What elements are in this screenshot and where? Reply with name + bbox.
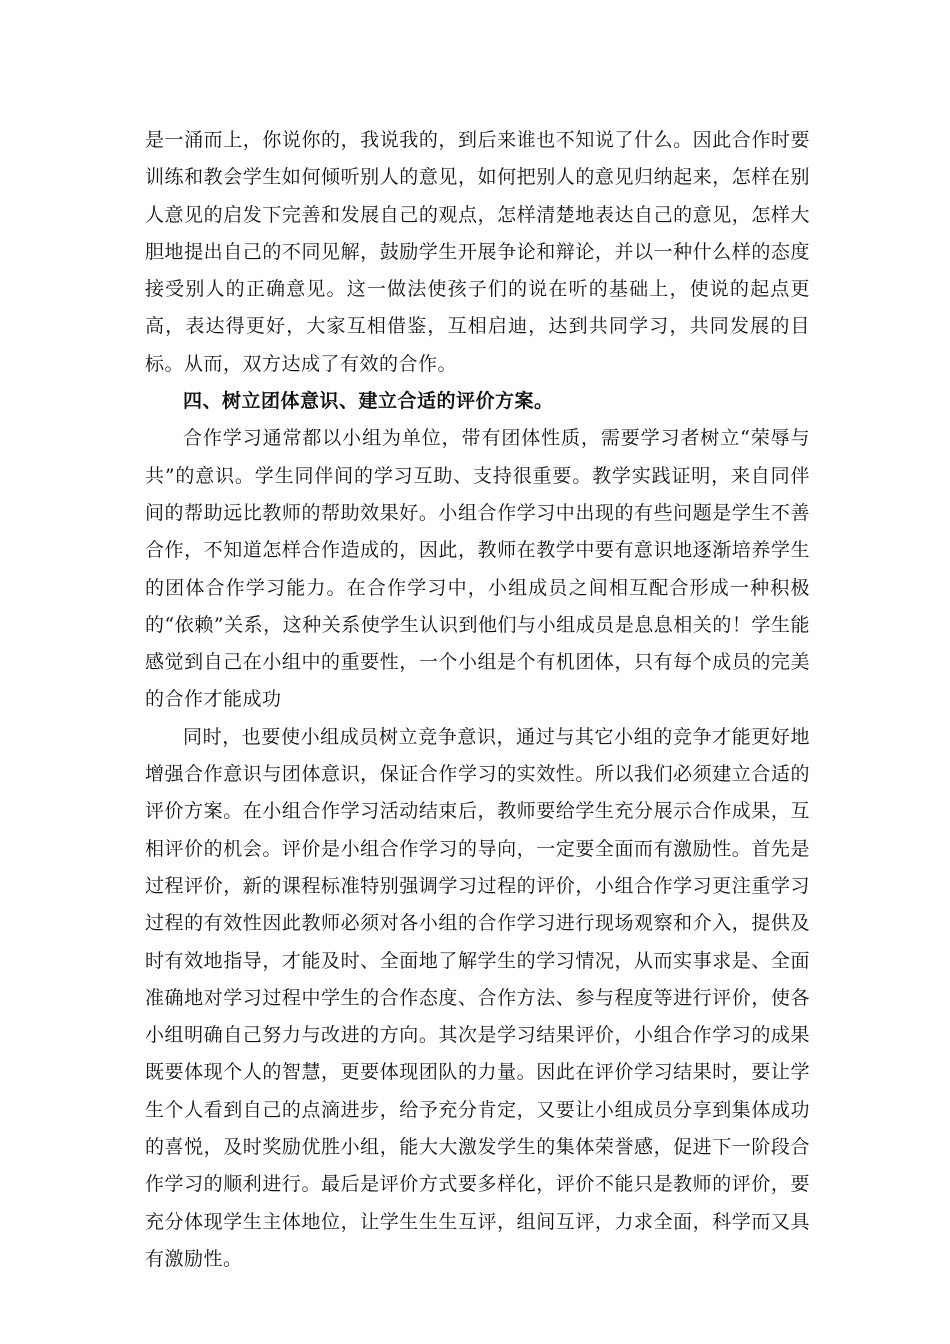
paragraph-team-awareness: 合作学习通常都以小组为单位，带有团体性质，需要学习者树立“荣辱与共”的意识。学生同伴间的学习互助、支持很重要。教学实践证明，来自同伴间的帮助远比教师的帮助效果好。小组合作学习中出现的有些问题是学生不善合作，不知道怎样合作造成的，因此，教师在教学中要有意识地逐渐培养学生的团体合作学习能力。在合作学习中，小组成员之间相互配合形成一种积极的“依赖”关系，这种关系使学生认识到他们与小组成员是息息相关的！学生能感觉到自己在小组中的重要性，一个小组是个有机团体，只有每个成员的完美的合作才能成功 bbox=[145, 427, 810, 711]
document-page bbox=[145, 122, 810, 1278]
paragraph-continued: 是一涌而上，你说你的，我说我的，到后来谁也不知说了什么。因此合作时要训练和教会学生如何倾听别人的意见，如何把别人的意见归纳起来，怎样在别人意见的启发下完善和发展自己的观点，怎样清楚地表达自己的意见，怎样大胆地提出自己的不同见解，鼓励学生开展争论和辩论，并以一种什么样的态度接受别人的正确意见。这一做法使孩子们的说在听的基础上，使说的起点更高，表达得更好，大家互相借鉴，互相启迪，达到共同学习，共同发展的目标。从而，双方达成了有效的合作。 bbox=[145, 129, 810, 375]
paragraph-evaluation: 同时，也要使小组成员树立竞争意识，通过与其它小组的竞争才能更好地增强合作意识与团体意识，保证合作学习的实效性。所以我们必须建立合适的评价方案。在小组合作学习活动结束后，教师要给学生充分展示合作成果，互相评价的机会。评价是小组合作学习的导向，一定要全面而有激励性。首先是过程评价，新的课程标准特别强调学习过程的评价，小组合作学习更注重学习过程的有效性因此教师必须对各小组的合作学习进行现场观察和介入，提供及时有效地指导，才能及时、全面地了解学生的学习情况，从而实事求是、全面准确地对学习过程中学生的合作态度、合作方法、参与程度等进行评价，使各小组明确自己努力与改进的方向。其次是学习结果评价，小组合作学习的成果既要体现个人的智慧，更要体现团队的力量。因此在评价学习结果时，要让学生个人看到自己的点滴进步，给予充分肯定，又要让小组成员分享到集体成功的喜悦，及时奖励优胜小组，能大大激发学生的集体荣誉感，促进下一阶段合作学习的顺利进行。最后是评价方式要多样化，评价不能只是教师的评价，要充分体现学生主体地位，让学生生生互评，组间互评，力求全面，科学而又具有激励性。 bbox=[145, 725, 810, 1270]
section-heading: 四、树立团体意识、建立合适的评价方案。 bbox=[183, 390, 554, 413]
